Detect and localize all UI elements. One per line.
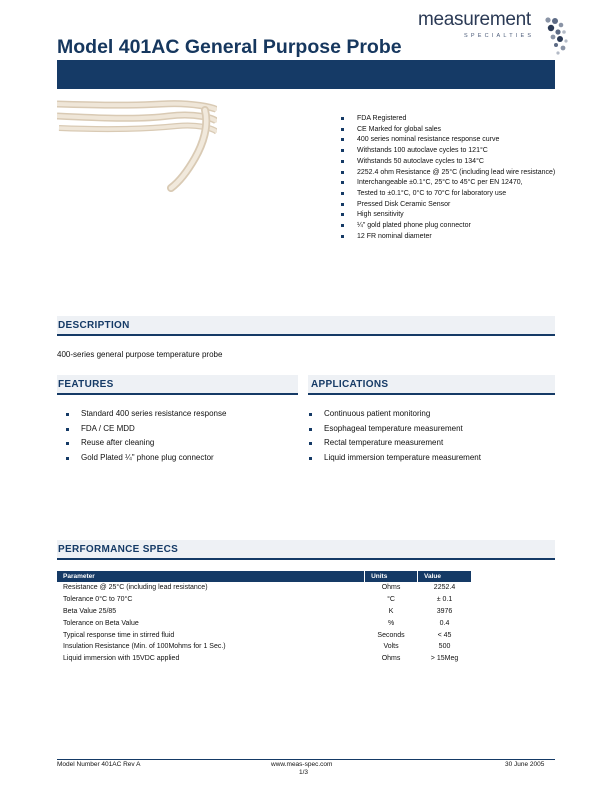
table-header-row: [57, 571, 472, 582]
list-item: FDA / CE MDD: [81, 422, 226, 437]
footer-rule: [57, 759, 555, 760]
table-row: [57, 582, 472, 594]
performance-specs-table: [57, 571, 472, 665]
list-item: Withstands 100 autoclave cycles to 121°C: [346, 146, 556, 157]
applications-heading: APPLICATIONS: [311, 379, 389, 390]
column-header-value: Value: [418, 571, 472, 582]
list-item: CE Marked for global sales: [346, 125, 556, 136]
bullet-icon: [309, 442, 312, 445]
bullet-icon: [66, 442, 69, 445]
column-header-units: Units: [365, 571, 418, 582]
bullet-icon: [66, 428, 69, 431]
list-item: Standard 400 series resistance response: [81, 407, 226, 422]
bullet-icon: [66, 457, 69, 460]
list-item: Pressed Disk Ceramic Sensor: [346, 200, 556, 211]
footer-date: 30 June 2005: [505, 761, 545, 768]
value-cell: 0.4: [439, 619, 450, 627]
table-row: [57, 641, 472, 653]
features-heading: FEATURES: [58, 379, 114, 390]
applications-list: [324, 407, 481, 465]
bullet-icon: [66, 413, 69, 416]
list-item: Rectal temperature measurement: [324, 436, 481, 451]
bullet-icon: [341, 171, 344, 174]
description-text: 400-series general purpose temperature probe: [57, 350, 223, 359]
list-item: Liquid immersion temperature measurement: [324, 451, 481, 466]
probe-cable-image: [57, 96, 217, 196]
bullet-icon: [341, 192, 344, 195]
value-cell: > 15Meg: [430, 655, 459, 663]
value-cell: 3976: [436, 607, 453, 615]
value-cell: ± 0.1: [436, 596, 453, 604]
list-item: High sensitivity: [346, 210, 556, 221]
table-row: [57, 594, 472, 606]
footer-website-link[interactable]: www.meas-spec.com: [271, 761, 333, 768]
bullet-icon: [341, 213, 344, 216]
table-row: [57, 629, 472, 641]
list-item: 2252.4 ohm Resistance @ 25°C (including lead wire resistance): [346, 168, 556, 179]
table-row: [57, 617, 472, 629]
features-rule: [57, 393, 298, 395]
list-item: Reuse after cleaning: [81, 436, 226, 451]
bullet-icon: [341, 203, 344, 206]
units-cell: Volts: [383, 643, 399, 651]
description-header-bg: [57, 316, 555, 334]
bullet-icon: [341, 181, 344, 184]
units-cell: %: [387, 619, 395, 627]
brand-logo: [418, 9, 568, 55]
footer-model-number: Model Number 401AC Rev A: [57, 761, 141, 768]
title-bar: [57, 60, 555, 89]
description-rule: [57, 334, 555, 336]
bullet-icon: [341, 235, 344, 238]
units-cell: °C: [387, 596, 395, 604]
list-item: FDA Registered: [346, 114, 556, 125]
performance-rule: [57, 558, 555, 560]
units-cell: Ohms: [381, 584, 401, 592]
units-cell: Seconds: [377, 631, 405, 639]
parameter-cell: Tolerance 0°C to 70°C: [63, 596, 133, 604]
applications-rule: [308, 393, 555, 395]
list-item: Gold Plated ¼" phone plug connector: [81, 451, 226, 466]
brand-dots-icon: [542, 17, 570, 57]
parameter-cell: Resistance @ 25°C (including lead resistance): [63, 584, 208, 592]
page-title: Model 401AC General Purpose Probe: [57, 36, 402, 58]
parameter-cell: Beta Value 25/85: [63, 607, 117, 615]
bullet-icon: [341, 224, 344, 227]
value-cell: < 45: [437, 631, 452, 639]
brand-tagline: SPECIALTIES: [464, 33, 535, 39]
parameter-cell: Tolerance on Beta Value: [63, 619, 139, 627]
list-item: Withstands 50 autoclave cycles to 134°C: [346, 157, 556, 168]
brand-name: measurement: [418, 9, 531, 30]
list-item: Tested to ±0.1°C, 0°C to 70°C for laboratory use: [346, 189, 556, 200]
value-cell: 500: [438, 643, 451, 651]
value-cell: 2252.4: [433, 584, 456, 592]
bullet-icon: [341, 117, 344, 120]
parameter-cell: Typical response time in stirred fluid: [63, 631, 175, 639]
bullet-icon: [309, 428, 312, 431]
column-header-parameter: Parameter: [57, 571, 365, 582]
bullet-icon: [309, 413, 312, 416]
table-row: [57, 653, 472, 665]
bullet-icon: [341, 138, 344, 141]
description-heading: DESCRIPTION: [58, 320, 130, 331]
bullet-icon: [341, 128, 344, 131]
units-cell: K: [388, 607, 394, 615]
list-item: ¼" gold plated phone plug connector: [346, 221, 556, 232]
units-cell: Ohms: [381, 655, 401, 663]
list-item: 400 series nominal resistance response curve: [346, 135, 556, 146]
table-row: [57, 606, 472, 618]
parameter-cell: Insulation Resistance (Min. of 100Mohms for 1 Sec.): [63, 643, 226, 651]
bullet-icon: [341, 149, 344, 152]
key-features-list: [346, 114, 556, 242]
list-item: Interchangeable ±0.1°C, 25°C to 45°C per EN 12470,: [346, 178, 556, 189]
footer-page-number: 1/3: [299, 769, 309, 776]
performance-heading: PERFORMANCE SPECS: [58, 544, 179, 555]
list-item: 12 FR nominal diameter: [346, 232, 556, 243]
list-item: Esophageal temperature measurement: [324, 422, 481, 437]
parameter-cell: Liquid immersion with 15VDC applied: [63, 655, 180, 663]
bullet-icon: [341, 160, 344, 163]
list-item: Continuous patient monitoring: [324, 407, 481, 422]
bullet-icon: [309, 457, 312, 460]
features-list: [81, 407, 226, 465]
